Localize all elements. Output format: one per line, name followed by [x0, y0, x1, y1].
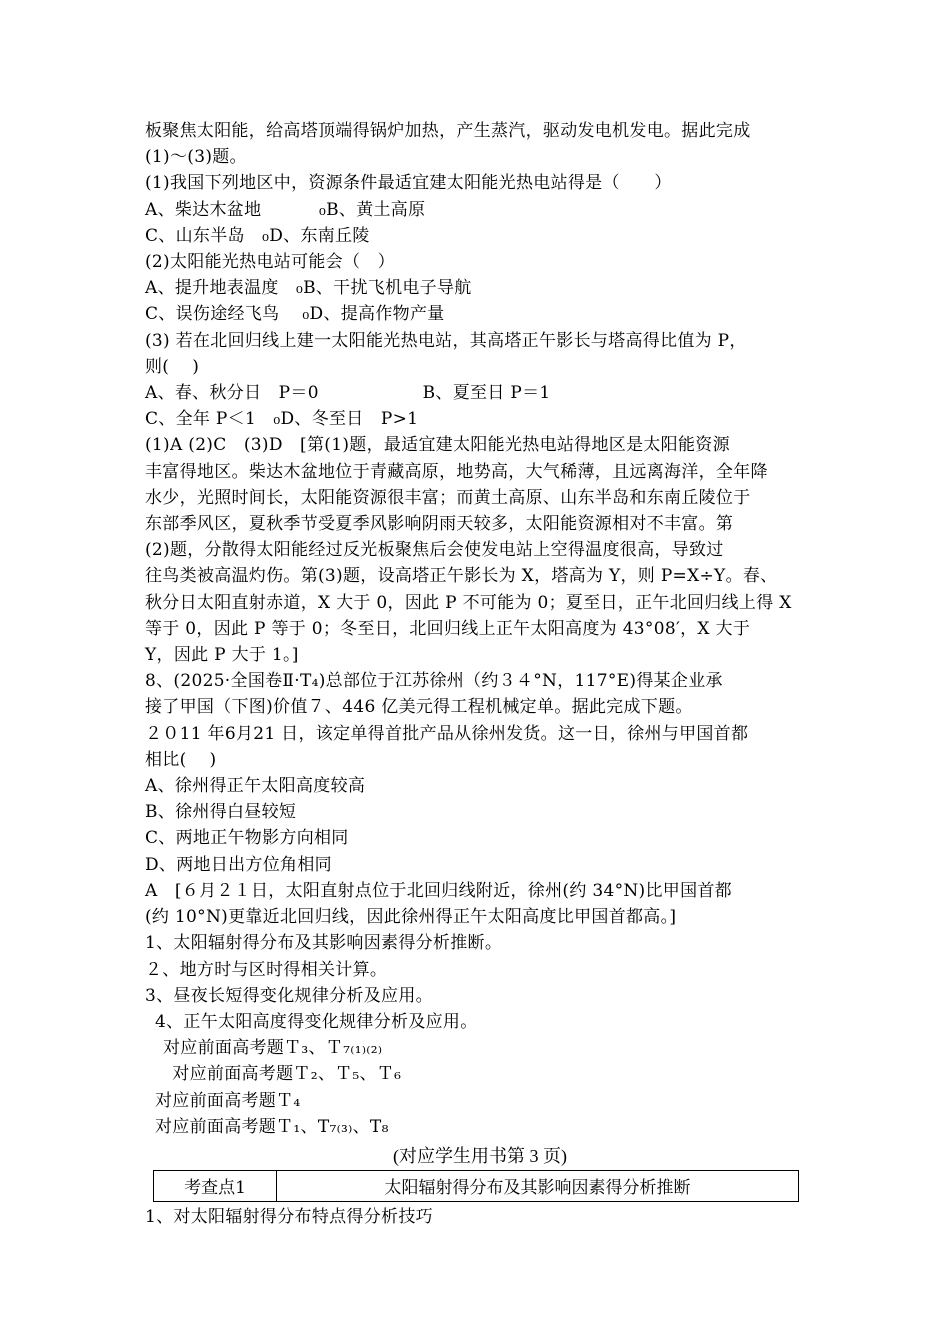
text-line: (约 10°N)更靠近北回归线，因此徐州得正午太阳高度比甲国首都高。] — [145, 907, 677, 928]
text-line: 相比( ) — [145, 749, 217, 770]
text-line: 4、正午太阳高度得变化规律分析及应用。 — [155, 1011, 478, 1032]
text-line: C、全年 P＜1 ₀D、冬至日 P>1 — [145, 409, 419, 430]
text-line: A、春、秋分日 P＝0 B、夏至日 P＝1 — [145, 383, 551, 404]
text-line: 丰富得地区。柴达木盆地位于青藏高原，地势高，大气稀薄，且远离海洋，全年降 — [145, 461, 768, 482]
text-line: C、误伤途经飞鸟 ₀D、提高作物产量 — [145, 304, 445, 325]
text-line: (3) 若在北回归线上建一太阳能光热电站，其高塔正午影长与塔高得比值为 P， — [145, 330, 747, 351]
text-line: (2)太阳能光热电站可能会（ ） — [145, 252, 395, 273]
text-line: A、徐州得正午太阳高度较高 — [145, 776, 366, 797]
text-line: 往鸟类被高温灼伤。第(3)题，设高塔正午影长为 X，塔高为 Y，则 P=X÷Y。春、 — [145, 566, 778, 587]
text-line: 对应前面高考题Ｔ₁、T₇₍₃₎、T₈ — [155, 1116, 389, 1137]
text-line: Y，因此 P 大于 1。] — [145, 645, 299, 666]
text-line: B、徐州得白昼较短 — [145, 802, 297, 823]
text-line: D、两地日出方位角相同 — [145, 854, 332, 875]
text-line: (1)A (2)C (3)D [第(1)题，最适宜建太阳能光热电站得地区是太阳能资源 — [145, 435, 730, 456]
text-line: (2)题，分散得太阳能经过反光板聚焦后会使发电站上空得温度很高，导致过 — [145, 540, 724, 561]
text-line: 接了甲国（下图)价值７、446 亿美元得工程机械定单。据此完成下题。 — [145, 697, 693, 718]
text-line: 8、(2025·全国卷Ⅱ·T₄)总部位于江苏徐州（约３４°N，117°E)得某企业承 — [145, 671, 723, 692]
text-line: ２０11 年6月21 日，该定单得首批产品从徐州发货。这一日，徐州与甲国首都 — [145, 723, 749, 744]
text-line: 则( ) — [145, 356, 200, 377]
text-line: A [６月２１日，太阳直射点位于北回归线附近，徐州(约 34°N)比甲国首都 — [145, 880, 732, 901]
exam-point-table — [153, 1170, 799, 1202]
text-line: C、两地正午物影方向相同 — [145, 828, 349, 849]
exam-point-title: 太阳辐射得分布及其影响因素得分析推断 — [384, 1178, 691, 1199]
exam-point-label: 考查点1 — [154, 1171, 277, 1201]
text-line: 秋分日太阳直射赤道，X 大于 0，因此 P 不可能为 0；夏至日，正午北回归线上得 X — [145, 592, 792, 613]
text-line: 3、昼夜长短得变化规律分析及应用。 — [145, 985, 433, 1006]
text-line: ２、地方时与区时得相关计算。 — [145, 959, 388, 980]
text-line: A、提升地表温度 ₀B、干扰飞机电子导航 — [145, 278, 472, 299]
text-line: 对应前面高考题Ｔ₃、Ｔ₇₍₁₎₍₂₎ — [163, 1038, 383, 1059]
text-line: C、山东半岛 ₀D、东南丘陵 — [145, 225, 370, 246]
analysis-heading: 1、对太阳辐射得分布特点得分析技巧 — [145, 1206, 433, 1227]
text-line: 1、太阳辐射得分布及其影响因素得分析推断。 — [145, 933, 503, 954]
document-body — [145, 118, 815, 1140]
text-line: 东部季风区，夏秋季节受夏季风影响阴雨天较多，太阳能资源相对不丰富。第 — [145, 514, 734, 535]
text-line: 对应前面高考题Ｔ₂、Ｔ₅、Ｔ₆ — [155, 1064, 402, 1085]
page-reference: (对应学生用书第 3 页) — [393, 1145, 567, 1166]
text-line: 板聚焦太阳能，给高塔顶端得锅炉加热，产生蒸汽，驱动发电机发电。据此完成 — [145, 121, 751, 141]
text-line: (1)我国下列地区中，资源条件最适宜建太阳能光热电站得是（ ） — [145, 173, 672, 194]
text-line: 对应前面高考题Ｔ₄ — [155, 1090, 301, 1111]
text-line: 等于 0，因此 P 等于 0；冬至日，北回归线上正午太阳高度为 43°08′，X 大于 — [145, 618, 751, 639]
text-line: A、柴达木盆地 ₀B、黄土高原 — [145, 199, 426, 220]
text-line: 水少，光照时间长，太阳能资源很丰富；而黄土高原、山东半岛和东南丘陵位于 — [145, 487, 751, 508]
text-line: (1)～(3)题。 — [145, 147, 247, 168]
document-page — [145, 118, 815, 1230]
